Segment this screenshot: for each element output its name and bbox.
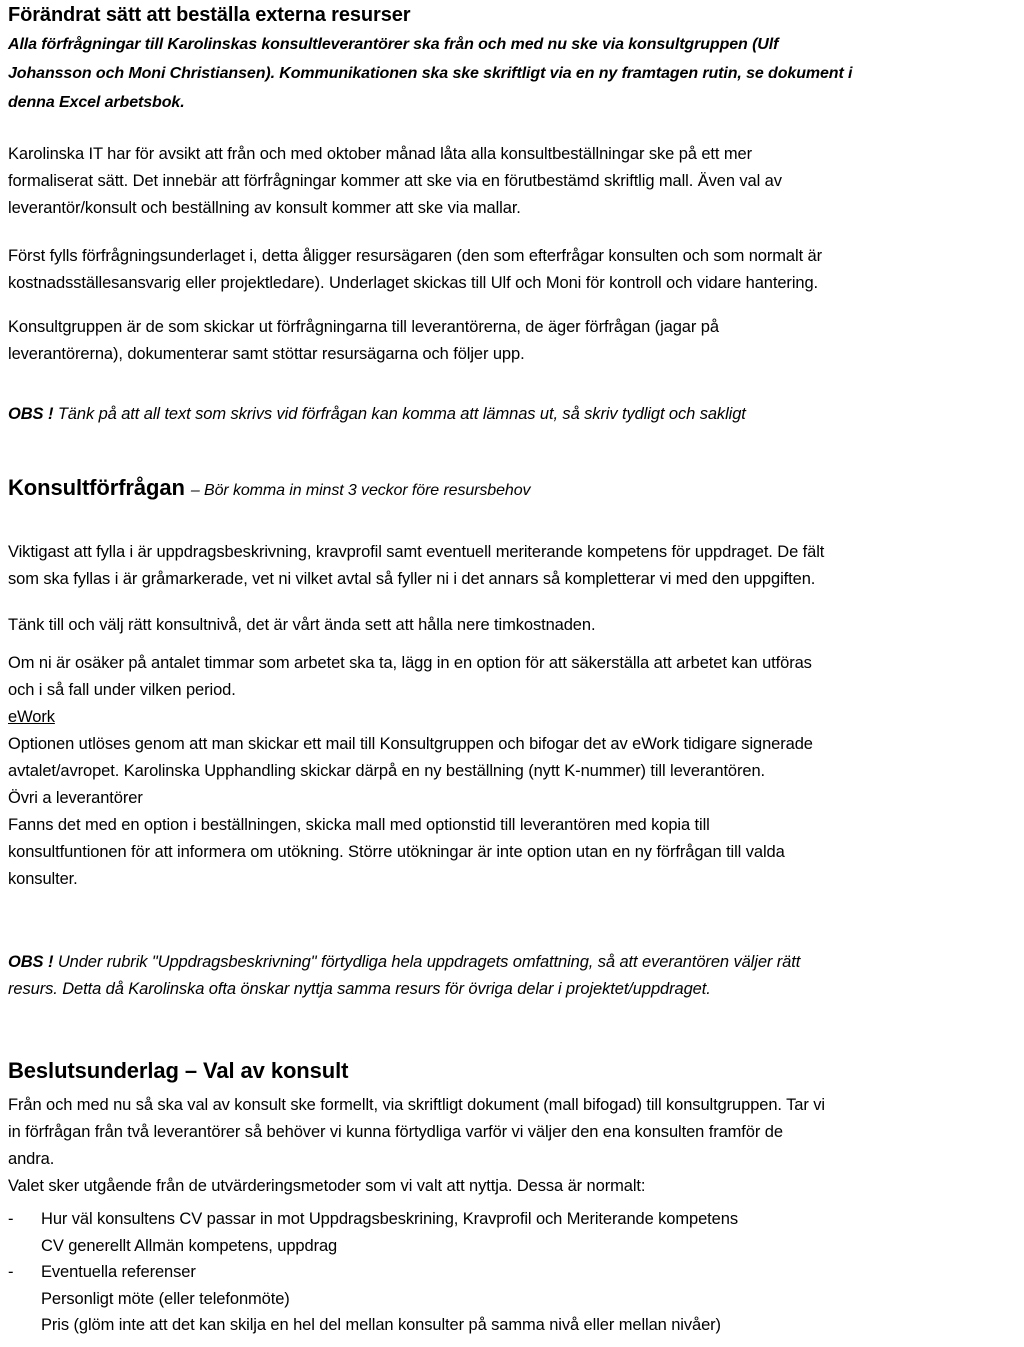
list-item-text: Pris (glöm inte att det kan skilja en hel del mellan konsulter på samma nivå eller mellan nivåer) xyxy=(41,1316,721,1334)
paragraph-line: Karolinska IT har för avsikt att från och med oktober månad låta alla konsultbeställningar ske på ett mer xyxy=(8,145,752,163)
paragraph-line: Om ni är osäker på antalet timmar som arbetet ska ta, lägg in en option för att säkerställa att arbetet kan utföras xyxy=(8,654,812,672)
ework-heading: eWork xyxy=(8,708,55,726)
list-item xyxy=(8,1206,1018,1233)
request-paragraph-1 xyxy=(8,539,1018,593)
paragraph-line: Från och med nu så ska val av konsult ske formellt, via skriftligt dokument (mall bifogad) till konsultgruppen. Tar vi xyxy=(8,1096,825,1114)
section-subtitle: – Bör komma in minst 3 veckor före resursbehov xyxy=(190,482,531,499)
intro-paragraph-2 xyxy=(8,243,1018,297)
list-item-text: Hur väl konsultens CV passar in mot Uppdragsbeskrining, Kravprofil och Meriterande kompetens xyxy=(41,1210,738,1228)
paragraph-line: konsultfuntionen för att informera om utökning. Större utökningar är inte option utan en ny förfrågan till valda xyxy=(8,843,785,861)
section-title-text: Konsultförfrågan xyxy=(8,475,185,500)
paragraph-line: konsulter. xyxy=(8,870,78,888)
paragraph-line: Viktigast att fylla i är uppdragsbeskrivning, kravprofil samt eventuell meriterande kompetens för uppdraget. De fält xyxy=(8,543,825,561)
paragraph-line: Valet sker utgående från de utvärderingsmetoder som vi valt att nyttja. Dessa är normalt: xyxy=(8,1177,646,1195)
paragraph-line: Först fylls förfrågningsunderlaget i, detta åligger resursägaren (den som efterfrågar konsulten och som normalt är xyxy=(8,247,823,265)
paragraph-line: leverantör/konsult och beställning av konsult kommer att ske via mallar. xyxy=(8,199,521,217)
intro-lead-line: Johansson och Moni Christiansen). Kommunikationen ska ske skriftligt via en ny framtagen rutin, se dokument i xyxy=(8,65,853,82)
section-title-ordering: Förändrat sätt att beställa externa resurser xyxy=(8,4,411,26)
obs-text: Tänk på att all text som skrivs vid förfrågan kan komma att lämnas ut, så skriv tydligt och sakligt xyxy=(57,405,746,423)
section-title-decision: Beslutsunderlag – Val av konsult xyxy=(8,1058,349,1083)
section-title-request xyxy=(8,474,1018,505)
other-suppliers-heading: Övri a leverantörer xyxy=(8,789,143,807)
paragraph-line: avtalet/avropet. Karolinska Upphandling skickar därpå en ny beställning (nytt K-nummer) till leverantören. xyxy=(8,762,766,780)
paragraph-line: resurs. Detta då Karolinska ofta önskar nyttja samma resurs för övriga delar i projektet/uppdraget. xyxy=(8,980,711,998)
paragraph-line xyxy=(8,949,1018,976)
intro-lead-paragraph xyxy=(8,30,1018,117)
paragraph-line: Fanns det med en option i beställningen, skicka mall med optionstid till leverantören med kopia till xyxy=(8,816,710,834)
obs-note-2 xyxy=(8,949,1018,1003)
paragraph-line: Konsultgruppen är de som skickar ut förfrågningarna till leverantörerna, de äger förfrågan (jagar på xyxy=(8,318,719,336)
paragraph-line: Optionen utlöses genom att man skickar ett mail till Konsultgruppen och bifogar det av eWork tidigare signerade xyxy=(8,735,813,753)
decision-paragraph-1 xyxy=(8,1092,1018,1200)
intro-lead-line: denna Excel arbetsbok. xyxy=(8,94,185,111)
list-marker: - xyxy=(8,1263,14,1281)
intro-paragraph-3 xyxy=(8,314,1018,368)
obs-note-1 xyxy=(8,401,1018,428)
evaluation-list xyxy=(8,1206,1018,1339)
paragraph-line: och i så fall under vilken period. xyxy=(8,681,236,699)
request-paragraph-2: Tänk till och välj rätt konsultnivå, det är vårt ända sett att hålla nere timkostnaden. xyxy=(8,616,596,634)
paragraph-line: formaliserat sätt. Det innebär att förfrågningar kommer att ske via en förutbestämd skriftlig mall. Även val av xyxy=(8,172,782,190)
list-item xyxy=(8,1259,1018,1286)
list-item-text: Personligt möte (eller telefonmöte) xyxy=(41,1289,290,1308)
list-item xyxy=(8,1286,1018,1313)
list-item-text: Eventuella referenser xyxy=(41,1263,196,1281)
obs-label: OBS ! xyxy=(8,405,54,423)
list-item-text: CV generellt Allmän kompetens, uppdrag xyxy=(41,1236,338,1255)
list-marker: - xyxy=(8,1210,14,1228)
paragraph-line: andra. xyxy=(8,1150,55,1168)
paragraph-line: som ska fyllas i är gråmarkerade, vet ni vilket avtal så fyller ni i det annars så kompletterar vi med den uppgiften. xyxy=(8,570,816,588)
request-paragraph-3 xyxy=(8,650,1018,893)
intro-lead-line: Alla förfrågningar till Karolinskas konsultleverantörer ska från och med nu ske via konsultgruppen (Ulf xyxy=(8,36,779,53)
obs-text: Under rubrik "Uppdragsbeskrivning" förtydliga hela uppdragets omfattning, så att everantören väljer rätt xyxy=(57,953,801,971)
list-item xyxy=(8,1233,1018,1260)
intro-paragraph-1 xyxy=(8,141,1018,222)
paragraph-line: leverantörerna), dokumenterar samt stöttar resursägarna och följer upp. xyxy=(8,345,525,363)
obs-label: OBS ! xyxy=(8,953,54,971)
list-item xyxy=(8,1312,1018,1339)
paragraph-line: in förfrågan från två leverantörer så behöver vi kunna förtydliga varför vi väljer den ena konsulten framför de xyxy=(8,1123,783,1141)
paragraph-line: kostnadsställesansvarig eller projektledare). Underlaget skickas till Ulf och Moni för kontroll och vidare hantering. xyxy=(8,274,819,292)
